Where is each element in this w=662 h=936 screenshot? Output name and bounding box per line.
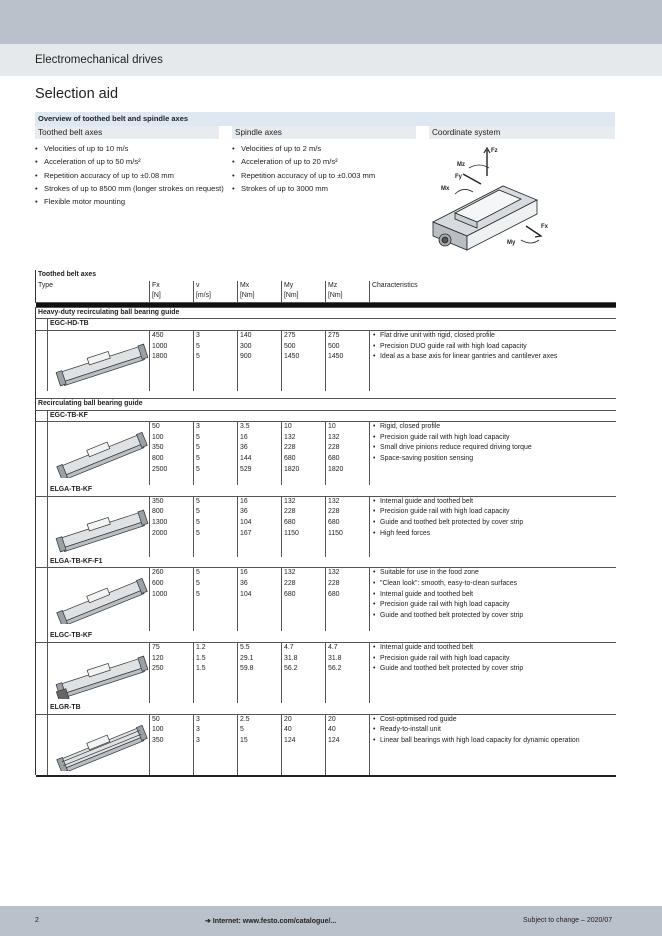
list-item: • Ideal as a base axis for linear gantries and cantilever axes (372, 352, 616, 363)
product-name-row (36, 703, 616, 714)
mx-value: 29.1 (240, 654, 254, 662)
my-value: 1450 (284, 353, 300, 361)
my-value: 40 (284, 726, 292, 734)
footer (0, 906, 662, 936)
my-value: 56.2 (284, 665, 298, 673)
v-value: 5 (196, 433, 200, 441)
v-value: 5 (196, 508, 200, 516)
fx-value: 350 (152, 736, 164, 744)
list-item: • Internal guide and toothed belt (372, 590, 616, 601)
coord-label-mx: Mx (441, 186, 450, 192)
indent (36, 410, 48, 422)
header-fx: Fx (152, 281, 160, 289)
list-item: • Guide and toothed belt protected by cover strip (372, 611, 616, 622)
group-row (36, 307, 616, 319)
mx-value: 104 (240, 518, 252, 526)
characteristics (370, 714, 616, 775)
my-values (282, 422, 326, 486)
mx-value: 900 (240, 353, 252, 361)
coord-label-fx: Fx (541, 224, 549, 230)
product-image-cell (48, 422, 150, 486)
list-item: • Repetition accuracy of up to ±0.08 mm (35, 169, 225, 182)
list-item: • Strokes of up to 8500 mm (longer strokes on request) (35, 182, 225, 195)
list-item: • Acceleration of up to 50 m/s² (35, 155, 225, 168)
mx-value: 104 (240, 590, 252, 598)
header-v: v (196, 281, 200, 289)
v-value: 1.2 (196, 643, 206, 651)
fx-value: 2000 (152, 529, 168, 537)
v-value: 1.5 (196, 654, 206, 662)
indent (36, 557, 48, 568)
mx-value: 16 (240, 433, 248, 441)
mz-value: 31.8 (328, 654, 342, 662)
my-value: 680 (284, 590, 296, 598)
v-values (194, 330, 238, 391)
mx-values (238, 714, 282, 775)
my-value: 124 (284, 736, 296, 744)
indent (36, 496, 48, 557)
mz-value: 132 (328, 497, 340, 505)
my-value: 275 (284, 331, 296, 339)
v-value: 5 (196, 518, 200, 526)
mz-value: 228 (328, 508, 340, 516)
fx-value: 260 (152, 569, 164, 577)
header-mz: Mz (328, 281, 338, 289)
product-image (54, 426, 150, 478)
list-item: • Precision guide rail with high load capacity (372, 654, 616, 665)
my-value: 228 (284, 579, 296, 587)
header-mx: Mx (240, 281, 250, 289)
header-my-unit: [Nm] (284, 292, 299, 300)
product-image-cell (48, 714, 150, 775)
fx-value: 250 (152, 665, 164, 673)
fx-values (150, 422, 194, 486)
table-header-row (36, 281, 616, 303)
mx-value: 36 (240, 508, 248, 516)
mz-value: 20 (328, 715, 336, 723)
mx-value: 2.5 (240, 715, 250, 723)
mz-values (326, 496, 370, 557)
indent (36, 330, 48, 391)
product-data-row (36, 568, 616, 632)
header-characteristics: Characteristics (372, 281, 418, 289)
fx-values (150, 330, 194, 391)
list-item: • Cost-optimised rod guide (372, 715, 616, 726)
product-image (54, 719, 150, 771)
product-name-row (36, 557, 616, 568)
indent (36, 631, 48, 642)
v-value: 5 (196, 529, 200, 537)
mz-values (326, 422, 370, 486)
coord-label-my: My (507, 240, 516, 246)
mz-value: 1450 (328, 353, 344, 361)
mx-value: 16 (240, 569, 248, 577)
mx-value: 15 (240, 736, 248, 744)
mz-value: 4.7 (328, 643, 338, 651)
fx-value: 2500 (152, 465, 168, 473)
overview-box (35, 112, 615, 139)
mx-value: 529 (240, 465, 252, 473)
list-item: • Precision guide rail with high load capacity (372, 433, 616, 444)
list-item: • Space-saving position sensing (372, 454, 616, 465)
header-mx-unit: [Nm] (240, 292, 255, 300)
v-value: 5 (196, 444, 200, 452)
indent (36, 703, 48, 714)
list-item: • Suitable for use in the food zone (372, 568, 616, 579)
section-header (0, 44, 662, 76)
my-value: 10 (284, 423, 292, 431)
list-item: • High feed forces (372, 529, 616, 540)
list-item: • "Clean look": smooth, easy-to-clean surfaces (372, 579, 616, 590)
list-item: • Internal guide and toothed belt (372, 643, 616, 654)
my-value: 1820 (284, 465, 300, 473)
list-item: • Flat drive unit with rigid, closed profile (372, 331, 616, 342)
page-title: Selection aid (35, 86, 119, 102)
product-image-cell (48, 496, 150, 557)
mx-value: 36 (240, 444, 248, 452)
v-value: 5 (196, 342, 200, 350)
indent (36, 642, 48, 703)
coordinate-system-diagram (425, 140, 555, 260)
section-title: Electromechanical drives (35, 54, 163, 66)
list-item: • Linear ball bearings with high load capacity for dynamic operation (372, 736, 616, 747)
mx-values (238, 568, 282, 632)
product-name-row (36, 631, 616, 642)
mz-value: 228 (328, 444, 340, 452)
indent (36, 485, 48, 496)
mx-value: 59.8 (240, 665, 254, 673)
list-item: • Internal guide and toothed belt (372, 497, 616, 508)
product-image-cell (48, 330, 150, 391)
product-data-row (36, 330, 616, 391)
mz-value: 10 (328, 423, 336, 431)
fx-value: 600 (152, 579, 164, 587)
fx-values (150, 642, 194, 703)
product-name-row (36, 319, 616, 331)
mz-value: 132 (328, 569, 340, 577)
list-item: • Strokes of up to 3000 mm (232, 182, 412, 195)
coord-label-mz: Mz (457, 162, 465, 168)
list-item: • Ready-to-install unit (372, 725, 616, 736)
coord-label-fz: Fz (491, 148, 498, 154)
mz-value: 680 (328, 590, 340, 598)
header-mz-unit: [Nm] (328, 292, 343, 300)
v-value: 3 (196, 726, 200, 734)
characteristics (370, 568, 616, 632)
product-name: ELGA-TB-KF-F1 (48, 557, 616, 568)
top-bar (0, 0, 662, 44)
mz-value: 275 (328, 331, 340, 339)
coord-label-fy: Fy (455, 174, 463, 180)
v-value: 3 (196, 331, 200, 339)
product-name: ELGA-TB-KF (48, 485, 616, 496)
mz-value: 1820 (328, 465, 344, 473)
subject-to-change: Subject to change – 2020/07 (523, 917, 613, 924)
v-value: 5 (196, 590, 200, 598)
mx-value: 144 (240, 454, 252, 462)
list-item: • Rigid, closed profile (372, 422, 616, 433)
product-name: ELGR-TB (48, 703, 616, 714)
mx-value: 140 (240, 331, 252, 339)
fx-value: 350 (152, 497, 164, 505)
mz-values (326, 330, 370, 391)
my-value: 500 (284, 342, 296, 350)
list-item: • Velocities of up to 10 m/s (35, 142, 225, 155)
my-values (282, 330, 326, 391)
product-image (54, 647, 150, 699)
v-value: 5 (196, 465, 200, 473)
characteristics (370, 642, 616, 703)
overview-heading-belt: Toothed belt axes (35, 126, 219, 139)
characteristics (370, 496, 616, 557)
my-value: 132 (284, 433, 296, 441)
mz-value: 124 (328, 736, 340, 744)
product-name: EGC-HD-TB (48, 319, 616, 331)
my-values (282, 642, 326, 703)
my-value: 1150 (284, 529, 299, 537)
header-my: My (284, 281, 294, 289)
mx-value: 3.5 (240, 423, 250, 431)
my-values (282, 496, 326, 557)
overview-heading-spindle: Spindle axes (232, 126, 416, 139)
fx-values (150, 714, 194, 775)
overview-heading-coordinate: Coordinate system (429, 126, 615, 139)
fx-value: 1300 (152, 518, 168, 526)
my-value: 132 (284, 497, 296, 505)
product-image-cell (48, 568, 150, 632)
mz-value: 680 (328, 454, 340, 462)
product-data-row (36, 496, 616, 557)
my-value: 20 (284, 715, 292, 723)
mz-value: 1150 (328, 529, 343, 537)
product-data-row (36, 714, 616, 775)
fx-value: 350 (152, 444, 164, 452)
header-v-unit: [m/s] (196, 292, 211, 300)
mx-value: 300 (240, 342, 252, 350)
my-values (282, 568, 326, 632)
product-image (54, 572, 150, 624)
product-image-cell (48, 642, 150, 703)
my-value: 31.8 (284, 654, 298, 662)
list-item: • Acceleration of up to 20 m/s² (232, 155, 412, 168)
mz-values (326, 642, 370, 703)
mz-value: 132 (328, 433, 340, 441)
mx-values (238, 330, 282, 391)
mz-value: 680 (328, 518, 340, 526)
my-value: 228 (284, 444, 296, 452)
table-bottom-rule (36, 775, 616, 777)
my-value: 132 (284, 569, 296, 577)
characteristics (370, 422, 616, 486)
fx-value: 50 (152, 423, 160, 431)
mx-value: 167 (240, 529, 252, 537)
my-value: 228 (284, 508, 296, 516)
mz-values (326, 568, 370, 632)
mz-values (326, 714, 370, 775)
mx-value: 16 (240, 497, 248, 505)
internet-link[interactable]: ➔ Internet: www.festo.com/catalogue/... (205, 918, 337, 925)
mz-value: 40 (328, 726, 336, 734)
my-value: 4.7 (284, 643, 294, 651)
v-value: 1.5 (196, 665, 206, 673)
product-image (54, 335, 150, 387)
v-values (194, 422, 238, 486)
v-value: 5 (196, 569, 200, 577)
mz-value: 228 (328, 579, 340, 587)
product-image (54, 501, 150, 553)
group-spacer (36, 391, 616, 399)
page-number: 2 (35, 917, 39, 924)
fx-value: 100 (152, 726, 164, 734)
overview-title: Overview of toothed belt and spindle axes (35, 112, 615, 126)
v-values (194, 568, 238, 632)
list-item: • Precision guide rail with high load capacity (372, 507, 616, 518)
product-name-row (36, 410, 616, 422)
mx-values (238, 496, 282, 557)
indent (36, 422, 48, 486)
v-values (194, 496, 238, 557)
list-item: • Velocities of up to 2 m/s (232, 142, 412, 155)
fx-value: 75 (152, 643, 160, 651)
fx-value: 50 (152, 715, 160, 723)
v-value: 3 (196, 715, 200, 723)
fx-value: 1800 (152, 353, 168, 361)
mx-value: 5.5 (240, 643, 250, 651)
my-value: 680 (284, 454, 296, 462)
fx-value: 800 (152, 508, 164, 516)
mx-values (238, 422, 282, 486)
header-type: Type (38, 281, 53, 289)
indent (36, 714, 48, 775)
fx-value: 1000 (152, 342, 168, 350)
fx-value: 800 (152, 454, 164, 462)
mz-value: 500 (328, 342, 340, 350)
fx-value: 1000 (152, 590, 168, 598)
fx-value: 120 (152, 654, 164, 662)
mx-value: 36 (240, 579, 248, 587)
list-item: • Flexible motor mounting (35, 195, 225, 208)
v-value: 5 (196, 353, 200, 361)
group-title: Recirculating ball bearing guide (36, 398, 616, 410)
list-item: • Small drive pinions reduce required driving torque (372, 443, 616, 454)
list-item: • Guide and toothed belt protected by cover strip (372, 518, 616, 529)
v-value: 5 (196, 579, 200, 587)
fx-value: 100 (152, 433, 164, 441)
mx-values (238, 642, 282, 703)
group-row (36, 398, 616, 410)
list-item: • Guide and toothed belt protected by cover strip (372, 664, 616, 675)
v-value: 5 (196, 454, 200, 462)
table-title: Toothed belt axes (36, 270, 616, 281)
product-data-row (36, 422, 616, 486)
list-item: • Repetition accuracy of up to ±0.003 mm (232, 169, 412, 182)
mz-value: 56.2 (328, 665, 342, 673)
product-name-row (36, 485, 616, 496)
fx-values (150, 496, 194, 557)
list-item: • Precision DUO guide rail with high load capacity (372, 342, 616, 353)
indent (36, 568, 48, 632)
characteristics (370, 330, 616, 391)
product-data-row (36, 642, 616, 703)
fx-value: 450 (152, 331, 164, 339)
my-values (282, 714, 326, 775)
v-value: 3 (196, 423, 200, 431)
product-name: ELGC-TB-KF (48, 631, 616, 642)
my-value: 680 (284, 518, 296, 526)
v-values (194, 714, 238, 775)
belt-features-list (35, 142, 225, 208)
header-fx-unit: [N] (152, 292, 161, 300)
mx-value: 5 (240, 726, 244, 734)
group-title: Heavy-duty recirculating ball bearing guide (36, 307, 616, 319)
v-values (194, 642, 238, 703)
selection-table (35, 270, 616, 777)
indent (36, 319, 48, 331)
spindle-features-list (232, 142, 412, 195)
fx-values (150, 568, 194, 632)
v-value: 5 (196, 497, 200, 505)
list-item: • Precision guide rail with high load capacity (372, 600, 616, 611)
v-value: 3 (196, 736, 200, 744)
product-name: EGC-TB-KF (48, 410, 616, 422)
